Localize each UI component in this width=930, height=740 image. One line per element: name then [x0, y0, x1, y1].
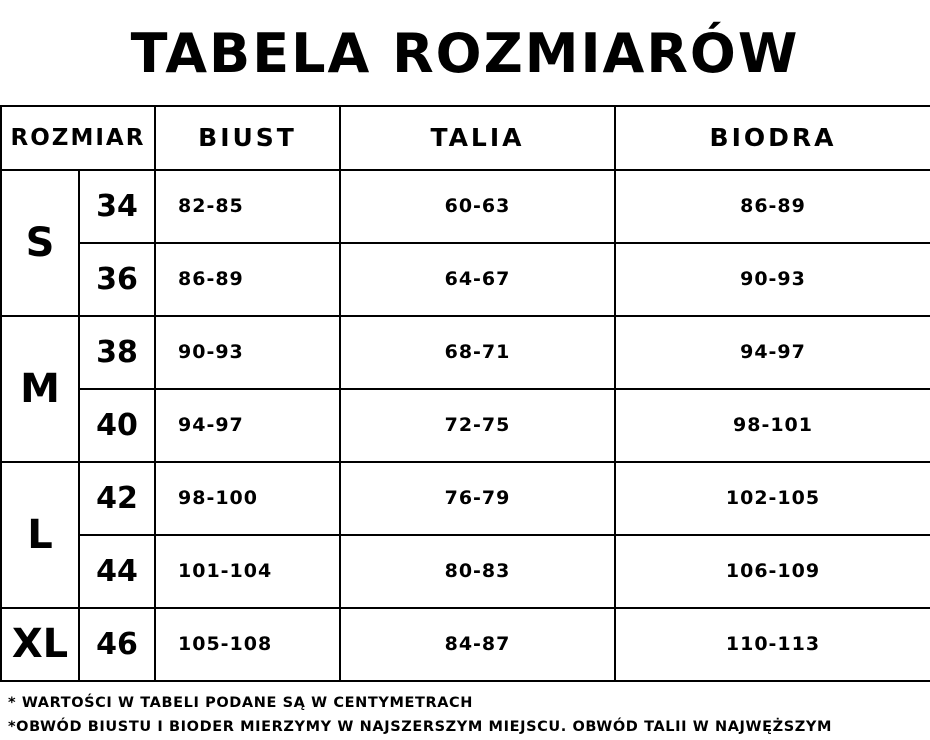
size-letter-cell: XL: [1, 608, 79, 681]
bust-value-cell: 94-97: [155, 389, 340, 462]
table-row: [1, 170, 930, 243]
waist-value-cell: 64-67: [340, 243, 615, 316]
hips-value-cell: 94-97: [615, 316, 930, 389]
size-number-cell: 36: [79, 243, 155, 316]
size-number-cell: 46: [79, 608, 155, 681]
bust-value-cell: 105-108: [155, 608, 340, 681]
size-letter-cell: M: [1, 316, 79, 462]
footnotes: [0, 692, 930, 740]
table-row: [1, 389, 930, 462]
waist-value-cell: 60-63: [340, 170, 615, 243]
hips-value-cell: 106-109: [615, 535, 930, 608]
waist-value-cell: 80-83: [340, 535, 615, 608]
table-row: [1, 535, 930, 608]
bust-value-cell: 98-100: [155, 462, 340, 535]
waist-value-cell: 68-71: [340, 316, 615, 389]
size-number-cell: 42: [79, 462, 155, 535]
page-title: TABELA ROZMIARÓW: [130, 22, 800, 85]
hips-value-cell: 98-101: [615, 389, 930, 462]
waist-value-cell: 76-79: [340, 462, 615, 535]
size-number-cell: 40: [79, 389, 155, 462]
hips-value-cell: 90-93: [615, 243, 930, 316]
size-letter-cell: S: [1, 170, 79, 316]
column-header-size: ROZMIAR: [1, 106, 155, 170]
size-number-cell: 44: [79, 535, 155, 608]
footnote-units: * WARTOŚCI W TABELI PODANE SĄ W CENTYMETRACH: [8, 694, 474, 711]
bust-value-cell: 101-104: [155, 535, 340, 608]
size-table: [0, 105, 930, 682]
hips-value-cell: 86-89: [615, 170, 930, 243]
waist-value-cell: 84-87: [340, 608, 615, 681]
hips-value-cell: 102-105: [615, 462, 930, 535]
column-header-hips: BIODRA: [615, 106, 930, 170]
column-header-bust: BIUST: [155, 106, 340, 170]
footnote-measurement: *OBWÓD BIUSTU I BIODER MIERZYMY W NAJSZERSZYM MIEJSCU. OBWÓD TALII W NAJWĘŻSZYM: [8, 718, 833, 735]
table-body: [1, 170, 930, 681]
table-row: [1, 243, 930, 316]
bust-value-cell: 90-93: [155, 316, 340, 389]
size-chart-page: [0, 22, 930, 735]
table-row: [1, 316, 930, 389]
hips-value-cell: 110-113: [615, 608, 930, 681]
size-letter-cell: L: [1, 462, 79, 608]
waist-value-cell: 72-75: [340, 389, 615, 462]
table-row: [1, 462, 930, 535]
size-number-cell: 34: [79, 170, 155, 243]
table-header-row: [1, 106, 930, 170]
table-header: [1, 106, 930, 170]
bust-value-cell: 86-89: [155, 243, 340, 316]
column-header-waist: TALIA: [340, 106, 615, 170]
table-row: [1, 608, 930, 681]
bust-value-cell: 82-85: [155, 170, 340, 243]
size-number-cell: 38: [79, 316, 155, 389]
